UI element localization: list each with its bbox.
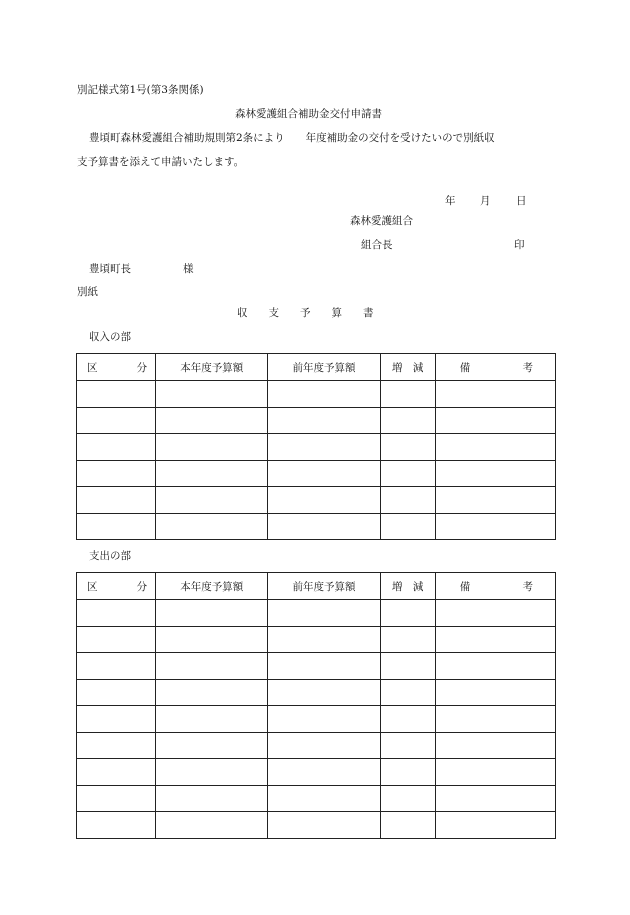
income-cell-change[interactable]: [380, 513, 435, 540]
expense-cell-remarks[interactable]: [435, 653, 555, 680]
expense-cell-this-year[interactable]: [156, 706, 268, 733]
form-number: 別記様式第1号(第3条関係): [77, 84, 204, 96]
expense-table-row: [77, 653, 556, 680]
income-cell-kubun[interactable]: [77, 487, 156, 514]
income-table-row: [77, 460, 556, 487]
income-cell-change[interactable]: [380, 487, 435, 514]
income-header-row: [77, 354, 556, 381]
expense-section-label: 支出の部: [89, 550, 131, 562]
expense-cell-change[interactable]: [380, 626, 435, 653]
income-cell-this-year[interactable]: [156, 407, 268, 434]
body-text-line2: 支予算書を添えて申請いたします。: [77, 156, 245, 168]
expense-cell-this-year[interactable]: [156, 732, 268, 759]
income-cell-this-year[interactable]: [156, 381, 268, 408]
applicant-chief-label: 組合長: [361, 239, 393, 251]
income-table-row: [77, 434, 556, 461]
income-cell-remarks[interactable]: [435, 407, 555, 434]
expense-cell-kubun[interactable]: [77, 600, 156, 627]
col-header-kubun: 区 分: [77, 354, 156, 381]
expense-table: [76, 572, 556, 839]
income-cell-this-year[interactable]: [156, 434, 268, 461]
expense-cell-kubun[interactable]: [77, 679, 156, 706]
expense-cell-last-year[interactable]: [268, 759, 380, 786]
expense-cell-last-year[interactable]: [268, 653, 380, 680]
expense-table-row: [77, 759, 556, 786]
expense-cell-change[interactable]: [380, 653, 435, 680]
income-cell-last-year[interactable]: [268, 434, 380, 461]
col-header-last-year: 前年度予算額: [268, 354, 380, 381]
expense-table-row: [77, 626, 556, 653]
expense-cell-kubun[interactable]: [77, 759, 156, 786]
expense-cell-this-year[interactable]: [156, 679, 268, 706]
date-day-label: 日: [516, 195, 527, 207]
income-section-label: 収入の部: [89, 331, 131, 343]
budget-title: 収 支 予 算 書: [237, 307, 374, 319]
attachment-label: 別紙: [77, 286, 98, 298]
expense-cell-remarks[interactable]: [435, 626, 555, 653]
expense-cell-this-year[interactable]: [156, 626, 268, 653]
col-header-this-year: 本年度予算額: [156, 573, 268, 600]
income-cell-this-year[interactable]: [156, 487, 268, 514]
body-text-line1: 豊頃町森林愛護組合補助規則第2条により 年度補助金の交付を受けたいので別紙収: [89, 132, 495, 144]
income-cell-kubun[interactable]: [77, 434, 156, 461]
income-cell-remarks[interactable]: [435, 513, 555, 540]
expense-cell-kubun[interactable]: [77, 653, 156, 680]
expense-cell-last-year[interactable]: [268, 732, 380, 759]
expense-cell-last-year[interactable]: [268, 785, 380, 812]
col-header-change: 増 減: [380, 573, 435, 600]
expense-cell-this-year[interactable]: [156, 812, 268, 839]
expense-cell-kubun[interactable]: [77, 785, 156, 812]
expense-cell-change[interactable]: [380, 679, 435, 706]
expense-table-row: [77, 600, 556, 627]
income-cell-kubun[interactable]: [77, 513, 156, 540]
expense-cell-remarks[interactable]: [435, 600, 555, 627]
income-table-row: [77, 381, 556, 408]
expense-cell-remarks[interactable]: [435, 812, 555, 839]
expense-table-row: [77, 785, 556, 812]
expense-table-row: [77, 732, 556, 759]
expense-cell-last-year[interactable]: [268, 600, 380, 627]
income-cell-last-year[interactable]: [268, 407, 380, 434]
addressee-honorific: 様: [183, 263, 194, 275]
date-year-label: 年: [445, 195, 456, 207]
date-month-label: 月: [480, 195, 491, 207]
col-header-remarks: 備 考: [435, 573, 555, 600]
income-cell-last-year[interactable]: [268, 487, 380, 514]
expense-cell-kubun[interactable]: [77, 626, 156, 653]
expense-header-row: [77, 573, 556, 600]
expense-cell-change[interactable]: [380, 759, 435, 786]
income-cell-change[interactable]: [380, 407, 435, 434]
expense-cell-last-year[interactable]: [268, 812, 380, 839]
income-cell-change[interactable]: [380, 381, 435, 408]
expense-cell-remarks[interactable]: [435, 732, 555, 759]
income-cell-remarks[interactable]: [435, 434, 555, 461]
income-cell-last-year[interactable]: [268, 460, 380, 487]
expense-cell-last-year[interactable]: [268, 679, 380, 706]
income-cell-kubun[interactable]: [77, 381, 156, 408]
expense-cell-change[interactable]: [380, 706, 435, 733]
income-cell-change[interactable]: [380, 460, 435, 487]
col-header-kubun: 区 分: [77, 573, 156, 600]
document-title: 森林愛護組合補助金交付申請書: [235, 108, 382, 120]
expense-cell-remarks[interactable]: [435, 785, 555, 812]
expense-cell-kubun[interactable]: [77, 812, 156, 839]
expense-cell-kubun[interactable]: [77, 706, 156, 733]
expense-cell-this-year[interactable]: [156, 785, 268, 812]
expense-table-row: [77, 706, 556, 733]
expense-cell-change[interactable]: [380, 600, 435, 627]
income-table-row: [77, 407, 556, 434]
income-cell-remarks[interactable]: [435, 381, 555, 408]
income-table: [76, 353, 556, 540]
applicant-organization: 森林愛護組合: [350, 215, 413, 227]
income-table-row: [77, 513, 556, 540]
expense-cell-remarks[interactable]: [435, 679, 555, 706]
income-cell-this-year[interactable]: [156, 513, 268, 540]
expense-cell-remarks[interactable]: [435, 759, 555, 786]
income-cell-remarks[interactable]: [435, 460, 555, 487]
col-header-last-year: 前年度予算額: [268, 573, 380, 600]
income-cell-kubun[interactable]: [77, 407, 156, 434]
col-header-remarks: 備 考: [435, 354, 555, 381]
income-cell-this-year[interactable]: [156, 460, 268, 487]
expense-cell-kubun[interactable]: [77, 732, 156, 759]
expense-cell-remarks[interactable]: [435, 706, 555, 733]
expense-table-row: [77, 812, 556, 839]
expense-cell-last-year[interactable]: [268, 626, 380, 653]
expense-cell-this-year[interactable]: [156, 759, 268, 786]
col-header-this-year: 本年度予算額: [156, 354, 268, 381]
expense-cell-change[interactable]: [380, 732, 435, 759]
income-cell-last-year[interactable]: [268, 513, 380, 540]
col-header-change: 増 減: [380, 354, 435, 381]
expense-cell-change[interactable]: [380, 812, 435, 839]
income-cell-change[interactable]: [380, 434, 435, 461]
income-table-row: [77, 487, 556, 514]
expense-cell-this-year[interactable]: [156, 600, 268, 627]
seal-mark: 印: [514, 239, 525, 251]
income-cell-remarks[interactable]: [435, 487, 555, 514]
expense-cell-change[interactable]: [380, 785, 435, 812]
income-cell-kubun[interactable]: [77, 460, 156, 487]
expense-table-row: [77, 679, 556, 706]
expense-cell-last-year[interactable]: [268, 706, 380, 733]
expense-cell-this-year[interactable]: [156, 653, 268, 680]
income-cell-last-year[interactable]: [268, 381, 380, 408]
addressee-mayor: 豊頃町長: [89, 263, 131, 275]
